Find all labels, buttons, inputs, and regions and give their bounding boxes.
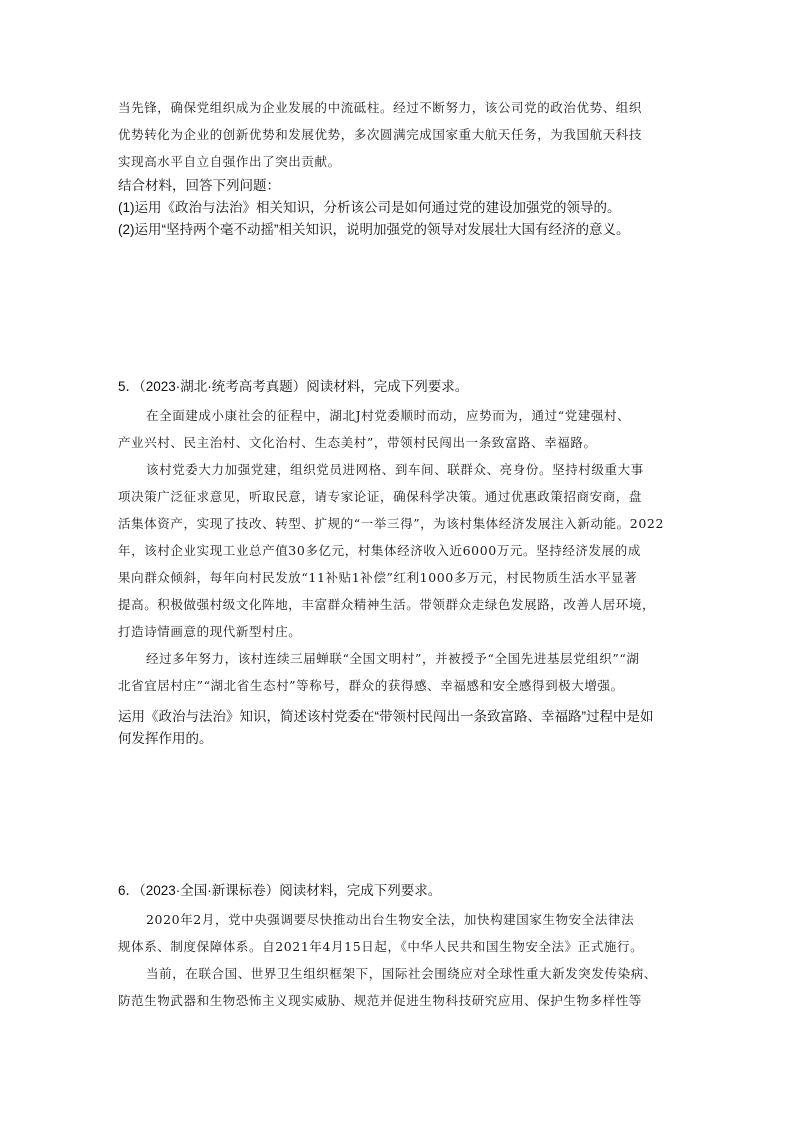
question-prompt: 结合材料，回答下列问题： — [118, 178, 280, 193]
text-line: 提高。积极做强村级文化阵地，丰富群众精神生活。带领群众走绿色发展路，改善人居环境， — [118, 597, 656, 612]
text-line: 果向群众倾斜，每年向村民发放“11补贴1补偿”红利1000多万元，村民物质生活水平显著 — [118, 570, 638, 585]
text-line: 经过多年努力，该村连续三届蝉联“全国文明村”，并被授予“全国先进基层党组织”“湖 — [146, 651, 640, 666]
text-line: 该村党委大力加强党建，组织党员进网格、到车间、联群众、亮身份。坚持村级重大事 — [146, 462, 644, 477]
text-line: 防范生物武器和生物恐怖主义现实威胁、规范并促进生物科技研究应用、保护生物多样性等 — [118, 993, 643, 1008]
text-line: 北省宜居村庄”“湖北省生态村”等称号，群众的获得感、幸福感和安全感得到极大增强。 — [118, 678, 624, 693]
sub-question-2: (2)运用“坚持两个毫不动摇”相关知识，说明加强党的领导对发展壮大国有经济的意义。 — [118, 222, 630, 237]
q5-question — [118, 706, 684, 750]
text-line: 活集体资产，实现了技改、转型、扩规的“一举三得”，为该村集体经济发展注入新动能。2022 — [118, 516, 664, 531]
text-line: 当前，在联合国、世界卫生组织框架下，国际社会围绕应对全球性重大新发突发传染病、 — [146, 966, 657, 981]
text-line: 产业兴村、民主治村、文化治村、生态美村”，带领村民闯出一条致富路、幸福路。 — [118, 435, 597, 450]
q5-heading: 5．（2023·湖北·统考高考真题）阅读材料，完成下列要求。 — [118, 379, 469, 394]
text-line: 2020年2月，党中央强调要尽快推动出台生物安全法，加快构建国家生物安全法律法 — [146, 912, 635, 927]
text-line: 当先锋，确保党组织成为企业发展的中流砥柱。经过不断努力，该公司党的政治优势、组织 — [118, 100, 643, 115]
q4-questions — [118, 175, 684, 241]
text-line: 年，该村企业实现工业总产值30多亿元，村集体经济收入近6000万元。坚持经济发展的成 — [118, 543, 641, 558]
text-line: 实现高水平自立自强作出了突出贡献。 — [118, 154, 341, 169]
text-line: 优势转化为企业的创新优势和发展优势，多次圆满完成国家重大航天任务，为我国航天科技 — [118, 127, 643, 142]
q6-heading: 6．（2023·全国·新课标卷）阅读材料，完成下列要求。 — [118, 883, 442, 898]
text-line: 何发挥作用的。 — [118, 731, 213, 746]
text-line: 项决策广泛征求意见，听取民意，请专家论证，确保科学决策。通过优惠政策招商安商，盘 — [118, 489, 643, 504]
q6-material — [118, 906, 684, 1014]
text-line: 在全面建成小康社会的征程中，湖北J村党委顺时而动，应势而为，通过“党建强村、 — [146, 408, 631, 423]
q4-material — [118, 94, 684, 175]
text-line: 规体系、制度保障体系。自2021年4月15日起，《中华人民共和国生物安全法》正式施行。 — [118, 939, 644, 954]
text-line: 运用《政治与法治》知识，简述该村党委在“带领村民闯出一条致富路、幸福路”过程中是如 — [118, 709, 654, 724]
text-line: 打造诗情画意的现代新型村庄。 — [118, 624, 302, 639]
sub-question-1: (1)运用《政治与法治》相关知识，分析该公司是如何通过党的建设加强党的领导的。 — [118, 200, 621, 215]
q5-material — [118, 402, 684, 699]
